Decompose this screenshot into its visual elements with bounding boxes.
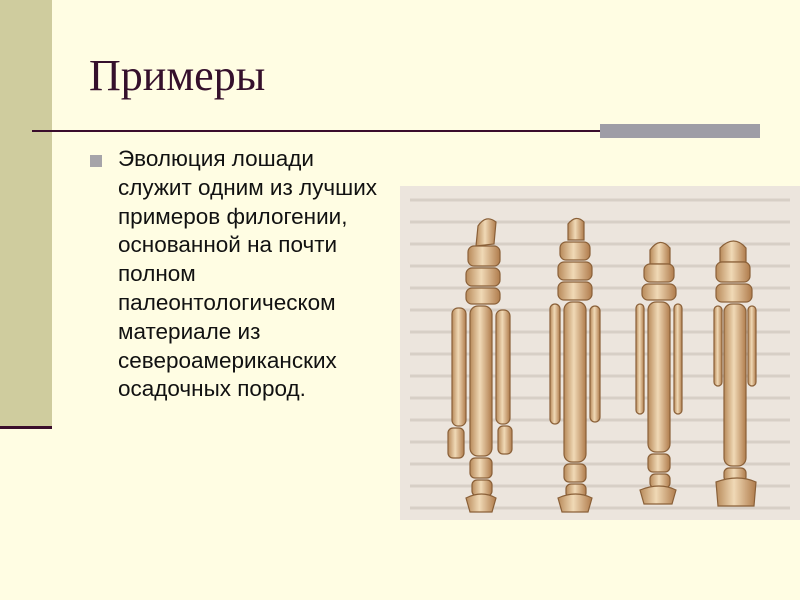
sidebar-bottom-line xyxy=(0,426,52,429)
title-accent-bar xyxy=(600,124,760,138)
left-sidebar-bar xyxy=(0,0,52,428)
foot-bone-2 xyxy=(550,218,600,512)
slide-title: Примеры xyxy=(89,51,266,100)
foot-bone-1 xyxy=(448,219,512,512)
bullet-text: Эволюция лошади служит одним из лучших примеров филогении, основанной на почти полном палеонтологическом материале из североамериканских осадочных пород. xyxy=(118,146,378,402)
horse-foot-bones-image xyxy=(400,186,800,520)
bullet-square-icon xyxy=(90,155,102,167)
foot-bone-4 xyxy=(714,241,756,506)
horse-foot-bones-icon xyxy=(400,186,800,520)
